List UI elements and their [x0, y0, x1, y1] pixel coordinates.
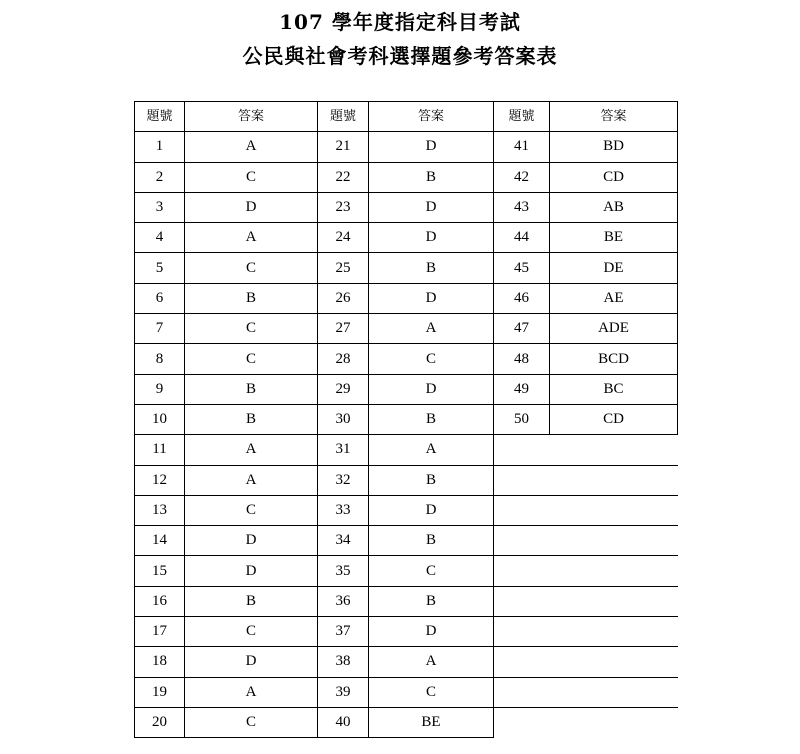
table-row — [135, 526, 678, 556]
question-number: 36 — [318, 586, 369, 616]
question-number: 6 — [135, 283, 185, 313]
column-header-number: 題號 — [135, 102, 185, 132]
answer-value: A — [185, 465, 318, 495]
answer-value: AE — [550, 283, 678, 313]
table-row — [135, 283, 678, 313]
answer-value: C — [185, 314, 318, 344]
answer-value: B — [369, 162, 494, 192]
question-number: 10 — [135, 404, 185, 434]
answer-value: ADE — [550, 314, 678, 344]
empty-cell — [494, 556, 678, 586]
question-number: 24 — [318, 223, 369, 253]
question-number: 45 — [494, 253, 550, 283]
question-number: 48 — [494, 344, 550, 374]
question-number: 34 — [318, 526, 369, 556]
table-row — [135, 556, 678, 586]
answer-value: A — [369, 435, 494, 465]
answer-value: A — [369, 647, 494, 677]
question-number: 31 — [318, 435, 369, 465]
question-number: 18 — [135, 647, 185, 677]
table-row — [135, 344, 678, 374]
question-number: 41 — [494, 132, 550, 162]
answer-value: BE — [369, 707, 494, 737]
answer-value: D — [369, 223, 494, 253]
question-number: 25 — [318, 253, 369, 283]
table-row — [135, 404, 678, 434]
question-number: 40 — [318, 707, 369, 737]
answer-value: B — [369, 404, 494, 434]
answer-value: D — [369, 374, 494, 404]
table-row — [135, 647, 678, 677]
answer-value: CD — [550, 162, 678, 192]
question-number: 7 — [135, 314, 185, 344]
question-number: 2 — [135, 162, 185, 192]
answer-value: A — [185, 132, 318, 162]
question-number: 35 — [318, 556, 369, 586]
answer-value: C — [185, 617, 318, 647]
answer-value: D — [185, 526, 318, 556]
page-subtitle: 公民與社會考科選擇題參考答案表 — [242, 44, 558, 68]
answer-value: B — [185, 283, 318, 313]
question-number: 19 — [135, 677, 185, 707]
question-number: 47 — [494, 314, 550, 344]
question-number: 23 — [318, 192, 369, 222]
answer-table — [134, 101, 678, 738]
answer-value: D — [369, 495, 494, 525]
empty-cell — [494, 465, 678, 495]
answer-value: A — [185, 435, 318, 465]
table-row — [135, 707, 678, 737]
question-number: 22 — [318, 162, 369, 192]
answer-value: AB — [550, 192, 678, 222]
answer-value: D — [185, 647, 318, 677]
answer-value: B — [369, 526, 494, 556]
table-row — [135, 465, 678, 495]
empty-cell — [494, 586, 678, 616]
table-row — [135, 192, 678, 222]
question-number: 21 — [318, 132, 369, 162]
answer-value: A — [369, 314, 494, 344]
question-number: 37 — [318, 617, 369, 647]
question-number: 49 — [494, 374, 550, 404]
answer-value: C — [185, 344, 318, 374]
table-row — [135, 374, 678, 404]
answer-value: BD — [550, 132, 678, 162]
question-number: 26 — [318, 283, 369, 313]
question-number: 33 — [318, 495, 369, 525]
empty-cell — [494, 677, 678, 707]
answer-value: C — [185, 253, 318, 283]
table-row — [135, 617, 678, 647]
answer-value: D — [185, 556, 318, 586]
empty-cell — [494, 647, 678, 677]
table-row — [135, 132, 678, 162]
answer-value: D — [369, 192, 494, 222]
column-header-number: 題號 — [494, 102, 550, 132]
table-row — [135, 162, 678, 192]
question-number: 5 — [135, 253, 185, 283]
answer-value: C — [185, 495, 318, 525]
question-number: 46 — [494, 283, 550, 313]
question-number: 15 — [135, 556, 185, 586]
answer-value: D — [185, 192, 318, 222]
answer-value: A — [185, 677, 318, 707]
question-number: 28 — [318, 344, 369, 374]
answer-value: D — [369, 617, 494, 647]
empty-cell — [494, 617, 678, 647]
table-row — [135, 253, 678, 283]
empty-cell — [494, 495, 678, 525]
question-number: 50 — [494, 404, 550, 434]
answer-value: C — [369, 344, 494, 374]
question-number: 32 — [318, 465, 369, 495]
question-number: 16 — [135, 586, 185, 616]
answer-value: C — [185, 707, 318, 737]
table-row — [135, 495, 678, 525]
header-row — [135, 102, 678, 132]
answer-value: C — [369, 677, 494, 707]
question-number: 12 — [135, 465, 185, 495]
question-number: 29 — [318, 374, 369, 404]
empty-cell — [494, 435, 678, 465]
column-header-answer: 答案 — [185, 102, 318, 132]
question-number: 44 — [494, 223, 550, 253]
table-row — [135, 223, 678, 253]
question-number: 11 — [135, 435, 185, 465]
question-number: 14 — [135, 526, 185, 556]
answer-value: BE — [550, 223, 678, 253]
question-number: 30 — [318, 404, 369, 434]
answer-value: D — [369, 283, 494, 313]
question-number: 39 — [318, 677, 369, 707]
column-header-number: 題號 — [318, 102, 369, 132]
question-number: 38 — [318, 647, 369, 677]
table-row — [135, 586, 678, 616]
table-row — [135, 677, 678, 707]
answer-value: B — [185, 586, 318, 616]
answer-value: B — [369, 253, 494, 283]
answer-value: B — [369, 465, 494, 495]
answer-value: C — [185, 162, 318, 192]
answer-value: CD — [550, 404, 678, 434]
question-number: 1 — [135, 132, 185, 162]
question-number: 27 — [318, 314, 369, 344]
question-number: 20 — [135, 707, 185, 737]
question-number: 17 — [135, 617, 185, 647]
question-number: 9 — [135, 374, 185, 404]
question-number: 3 — [135, 192, 185, 222]
table-row — [135, 435, 678, 465]
column-header-answer: 答案 — [550, 102, 678, 132]
question-number: 42 — [494, 162, 550, 192]
answer-value: B — [185, 404, 318, 434]
answer-value: B — [369, 586, 494, 616]
answer-value: DE — [550, 253, 678, 283]
empty-cell — [494, 707, 678, 737]
empty-cell — [494, 526, 678, 556]
page-title: 107 學年度指定科目考試 — [279, 10, 521, 34]
answer-value: B — [185, 374, 318, 404]
answer-value: D — [369, 132, 494, 162]
answer-value: BC — [550, 374, 678, 404]
table-row — [135, 314, 678, 344]
question-number: 43 — [494, 192, 550, 222]
answer-value: C — [369, 556, 494, 586]
question-number: 4 — [135, 223, 185, 253]
question-number: 13 — [135, 495, 185, 525]
column-header-answer: 答案 — [369, 102, 494, 132]
answer-value: A — [185, 223, 318, 253]
answer-value: BCD — [550, 344, 678, 374]
question-number: 8 — [135, 344, 185, 374]
